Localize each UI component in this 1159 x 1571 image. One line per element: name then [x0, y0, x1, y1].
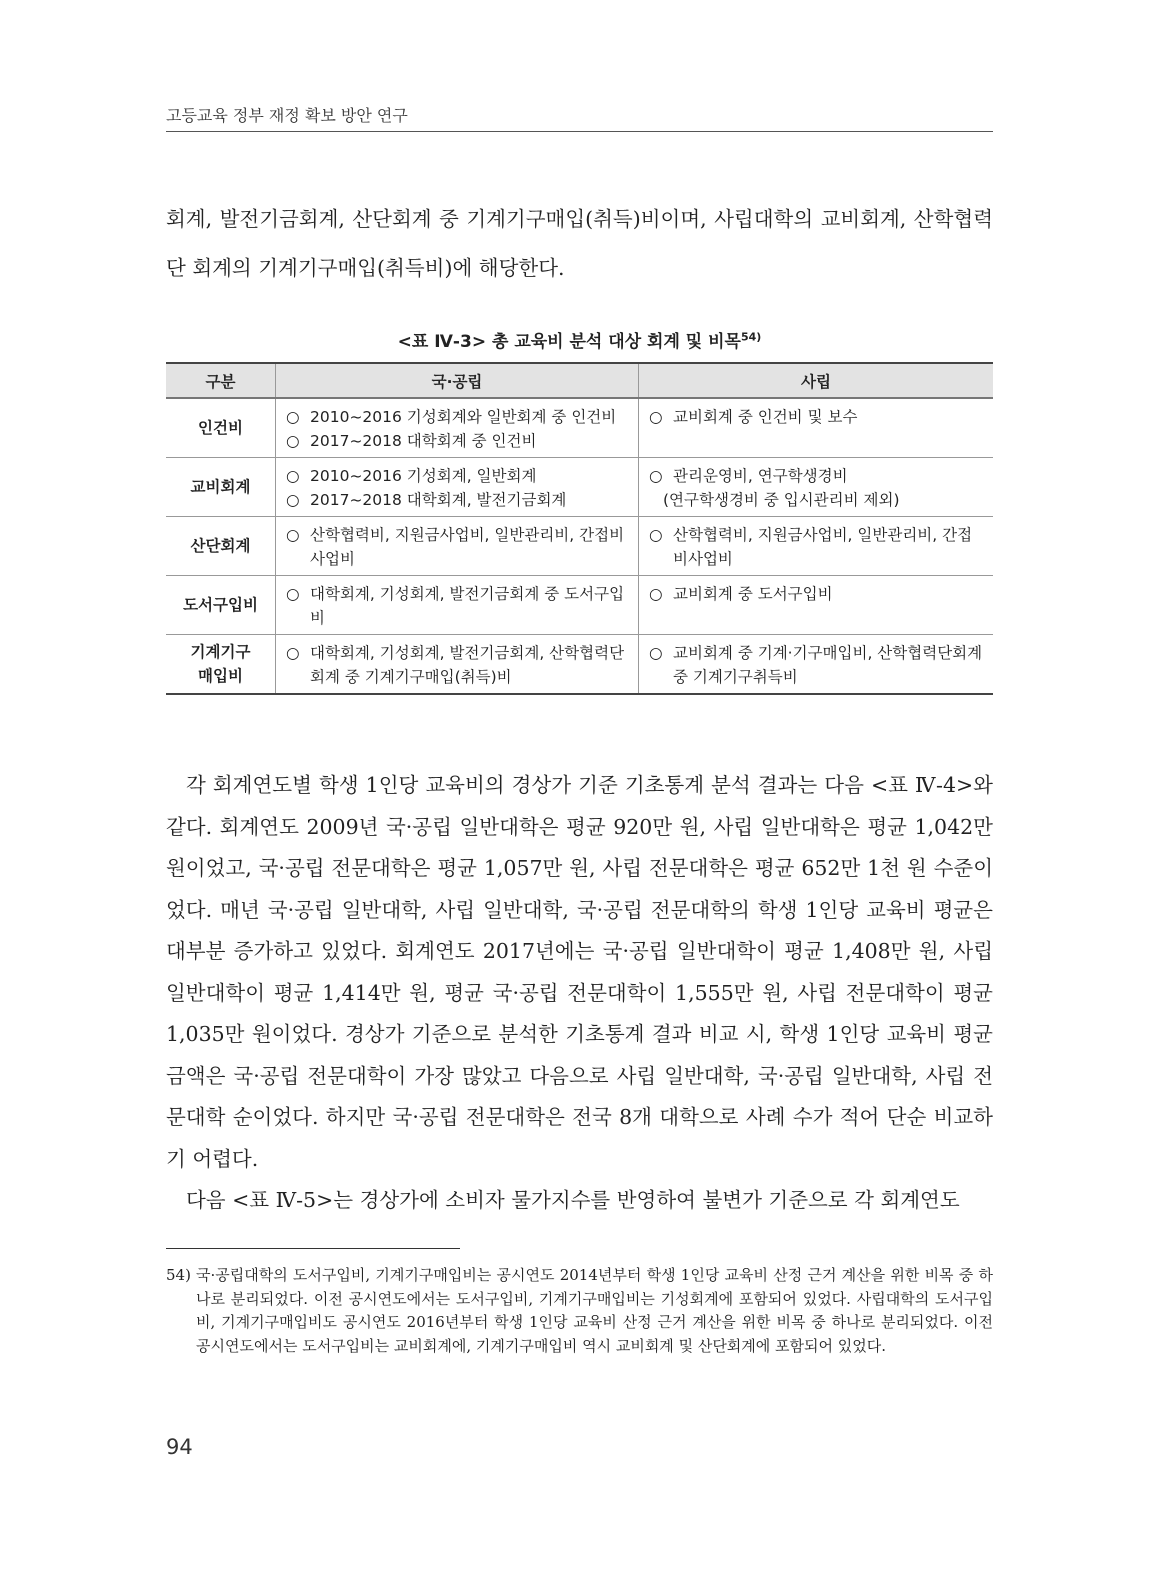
table-title-text: <표 Ⅳ-3> 총 교육비 분석 대상 회계 및 비목	[397, 332, 741, 352]
row-label-line: 매입비	[198, 667, 243, 685]
intro-paragraph: 회계, 발전기금회계, 산단회계 중 기계기구매입(취득)비이며, 사립대학의 교비회계, 산학협력단 회계의 기계기구매입(취득비)에 해당한다.	[166, 207, 993, 280]
circle-bullet-icon: ○	[649, 408, 663, 426]
footnote-ref: 54)	[740, 330, 762, 344]
footnote-text: 국·공립대학의 도서구입비, 기계기구매입비는 공시연도 2014년부터 학생 1인당 교육비 산정 근거 계산을 위한 비목 중 하나로 분리되었다. 이전 공시연도에서는 도서구입비, 기계기구매입비는 기성회계에 포함되어 있었다. 사립대학의 도서구입비, 기계기구매입비도 공시연도 2016년부터 학생 1인당 교육비 산정 근거 계산을 위한 비목 중 하나로 분리되었다. 이전 공시연도에서는 도서구입비는 교비회계에, 기계기구매입비 역시 교비회계 및 산단회계에 포함되어 있었다.	[196, 1266, 993, 1355]
body-paragraph: 다음 <표 Ⅳ-5>는 경상가에 소비자 물가지수를 반영하여 불변가 기준으로 각 회계연도	[186, 1188, 960, 1212]
private-cell	[639, 576, 994, 635]
bullet-text: 산학협력비, 지원금사업비, 일반관리비, 간접비사업비	[310, 526, 625, 568]
bullet-text: 2017~2018 대학회계 중 인건비	[310, 432, 537, 450]
table-row	[166, 398, 993, 458]
bullet-text: 산학협력비, 지원금사업비, 일반관리비, 간접비사업비	[673, 526, 973, 568]
circle-bullet-icon: ○	[286, 526, 300, 544]
circle-bullet-icon: ○	[286, 467, 300, 485]
national-cell	[276, 576, 639, 635]
body-paragraph: 각 회계연도별 학생 1인당 교육비의 경상가 기준 기초통계 분석 결과는 다음 <표 Ⅳ-4>와 같다. 회계연도 2009년 국·공립 일반대학은 평균 920만 원, 사립 일반대학은 평균 1,042만 원이었고, 국·공립 전문대학은 평균 1,057만 원, 사립 전문대학은 평균 652만 1천 원 수준이었다. 매년 국·공립 일반대학, 사립 일반대학, 국·공립 전문대학의 학생 1인당 교육비 평균은 대부분 증가하고 있었다. 회계연도 2017년에는 국·공립 일반대학이 평균 1,408만 원, 사립 일반대학이 평균 1,414만 원, 평균 국·공립 전문대학이 1,555만 원, 사립 전문대학이 평균 1,035만 원이었다. 경상가 기준으로 분석한 기초통계 결과 비교 시, 학생 1인당 교육비 평균 금액은 국·공립 전문대학이 가장 많았고 다음으로 사립 일반대학, 국·공립 일반대학, 사립 전문대학 순이었다. 하지만 국·공립 전문대학은 전국 8개 대학으로 사례 수가 적어 단순 비교하기 어렵다.	[166, 773, 993, 1171]
private-cell	[639, 635, 994, 695]
table-row	[166, 635, 993, 695]
bullet-text: 2017~2018 대학회계, 발전기금회계	[310, 491, 567, 509]
running-header: 고등교육 정부 재정 확보 방안 연구	[166, 106, 408, 125]
circle-bullet-icon: ○	[649, 644, 663, 662]
body-text	[166, 765, 993, 1222]
bullet-text: 교비회계 중 도서구입비	[673, 585, 833, 603]
table-row	[166, 458, 993, 517]
bullet-text: 대학회계, 기성회계, 발전기금회계, 산학협력단 회계 중 기계기구매입(취득)비	[310, 644, 625, 686]
accounts-table	[166, 362, 993, 695]
national-cell	[276, 517, 639, 576]
bullet-item	[649, 523, 985, 571]
footnote-number: 54)	[166, 1266, 191, 1284]
table-header-row	[166, 363, 993, 398]
bullet-item	[286, 464, 630, 488]
bullet-text: 교비회계 중 인건비 및 보수	[673, 408, 858, 426]
row-label: 도서구입비	[166, 576, 276, 635]
bullet-item	[286, 523, 630, 571]
table-row	[166, 576, 993, 635]
circle-bullet-icon: ○	[649, 526, 663, 544]
row-label: 교비회계	[166, 458, 276, 517]
private-cell	[639, 398, 994, 458]
footnote	[166, 1264, 993, 1358]
bullet-item	[649, 582, 985, 606]
national-cell	[276, 458, 639, 517]
bullet-item	[286, 488, 630, 512]
bullet-text: 관리운영비, 연구학생경비	[673, 467, 848, 485]
circle-bullet-icon: ○	[286, 644, 300, 662]
page-number: 94	[166, 1435, 193, 1459]
header-private: 사립	[639, 363, 994, 398]
bullet-item	[286, 405, 630, 429]
row-label-line: 기계기구	[190, 643, 251, 661]
table-title	[166, 327, 993, 352]
national-cell	[276, 398, 639, 458]
row-label: 인건비	[166, 398, 276, 458]
private-cell	[639, 458, 994, 517]
circle-bullet-icon: ○	[649, 467, 663, 485]
table-row	[166, 517, 993, 576]
private-cell	[639, 517, 994, 576]
bullet-text: 대학회계, 기성회계, 발전기금회계 중 도서구입비	[310, 585, 625, 627]
header-national: 국·공립	[276, 363, 639, 398]
national-cell	[276, 635, 639, 695]
bullet-item	[286, 429, 630, 453]
circle-bullet-icon: ○	[286, 491, 300, 509]
header-rule	[166, 131, 993, 132]
circle-bullet-icon: ○	[286, 432, 300, 450]
bullet-item	[286, 641, 630, 689]
bullet-item	[649, 641, 985, 689]
circle-bullet-icon: ○	[286, 408, 300, 426]
row-label: 산단회계	[166, 517, 276, 576]
circle-bullet-icon: ○	[286, 585, 300, 603]
bullet-text: 2010~2016 기성회계, 일반회계	[310, 467, 537, 485]
row-label	[166, 635, 276, 695]
bullet-note: (연구학생경비 중 입시관리비 제외)	[663, 491, 900, 509]
bullet-item	[649, 405, 985, 429]
footnote-rule	[166, 1248, 460, 1249]
bullet-item	[649, 464, 985, 488]
header-category: 구분	[166, 363, 276, 398]
bullet-text: 교비회계 중 기계·기구매입비, 산학협력단회계 중 기계기구취득비	[673, 644, 983, 686]
circle-bullet-icon: ○	[649, 585, 663, 603]
bullet-item	[286, 582, 630, 630]
bullet-text: 2010~2016 기성회계와 일반회계 중 인건비	[310, 408, 617, 426]
